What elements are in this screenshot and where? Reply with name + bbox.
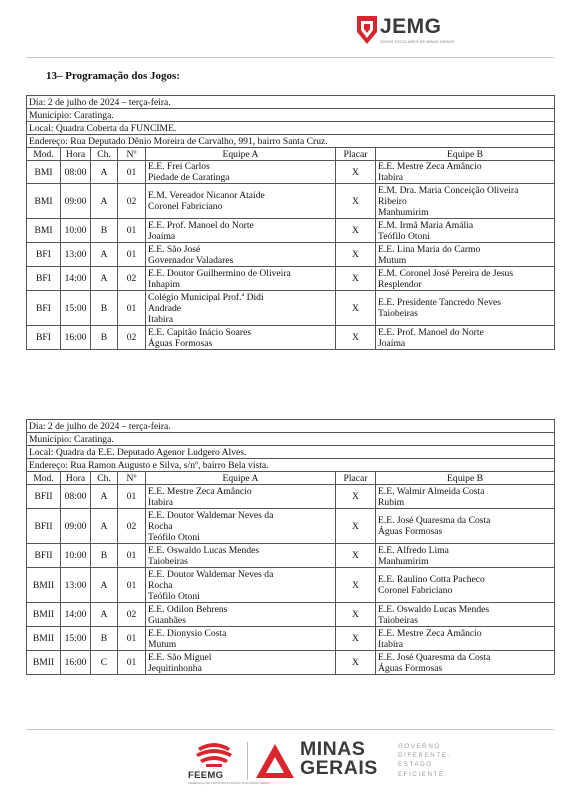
game-score: X	[336, 184, 376, 219]
col-header-mod: Mod.	[27, 472, 61, 485]
game-mod: BMI	[27, 219, 61, 243]
game-score: X	[336, 509, 376, 544]
game-number: 02	[118, 603, 146, 627]
col-header-hora: Hora	[61, 472, 91, 485]
game-number: 01	[118, 161, 146, 184]
game-team-a: E.E. Prof. Manoel do Norte Joaíma	[146, 219, 336, 243]
game-score: X	[336, 544, 376, 568]
game-time: 15:00	[61, 291, 91, 326]
block-municipality: Município: Caratinga.	[27, 109, 555, 122]
game-score: X	[336, 161, 376, 184]
jemg-logo-text: JEMG	[380, 15, 442, 38]
col-header-equipe-b: Equipe B	[376, 472, 555, 485]
game-row	[27, 509, 555, 544]
game-team-b: E.E. Mestre Zeca Amâncio Itabira	[376, 627, 555, 651]
game-bracket: C	[91, 651, 118, 675]
game-team-a: E.E. São José Governador Valadares	[146, 243, 336, 267]
game-mod: BMI	[27, 161, 61, 184]
game-team-b: E.E. Mestre Zeca Amâncio Itabira	[376, 161, 555, 184]
game-team-a: E.E. Mestre Zeca Amâncio Itabira	[146, 485, 336, 509]
game-team-b: E.E. José Quaresma da Costa Águas Formosas	[376, 651, 555, 675]
game-team-a: E.E. Odilon Behrens Guanhães	[146, 603, 336, 627]
game-mod: BMII	[27, 627, 61, 651]
games-table-2	[26, 419, 555, 675]
game-mod: BFII	[27, 544, 61, 568]
feemg-subtitle: FEDERAÇÃO DE ESPORTES ESTUDANTIS DE MINAS GERAIS	[188, 781, 271, 785]
game-score: X	[336, 291, 376, 326]
game-time: 15:00	[61, 627, 91, 651]
col-header-placar: Placar	[336, 148, 376, 161]
game-team-b: E.M. Coronel José Pereira de Jesus Resplendor	[376, 267, 555, 291]
game-number: 01	[118, 627, 146, 651]
minas-gerais-wordmark	[300, 740, 378, 778]
game-mod: BFI	[27, 326, 61, 350]
game-time: 13:00	[61, 243, 91, 267]
game-row	[27, 184, 555, 219]
minas-text: MINAS	[300, 738, 366, 760]
game-bracket: B	[91, 291, 118, 326]
game-team-a: E.E. Capitão Inácio Soares Águas Formosas	[146, 326, 336, 350]
game-score: X	[336, 326, 376, 350]
game-bracket: A	[91, 161, 118, 184]
game-score: X	[336, 651, 376, 675]
col-header-hora: Hora	[61, 148, 91, 161]
game-bracket: A	[91, 509, 118, 544]
game-team-b: E.E. Walmir Almeida Costa Rubim	[376, 485, 555, 509]
col-header-num: Nº	[118, 148, 146, 161]
block-address: Endereço: Rua Deputado Dênio Moreira de Carvalho, 991, bairro Santa Cruz.	[27, 135, 555, 148]
game-team-a: E.E. Doutor Guilhermino de Oliveira Inhapim	[146, 267, 336, 291]
games-table-1	[26, 95, 555, 350]
game-mod: BFI	[27, 243, 61, 267]
game-mod: BFI	[27, 291, 61, 326]
game-number: 01	[118, 291, 146, 326]
game-row	[27, 651, 555, 675]
game-mod: BMII	[27, 603, 61, 627]
minas-gerais-triangle-icon	[255, 743, 295, 779]
table-header-row	[27, 148, 555, 161]
game-team-b: E.E. Prof. Manoel do Norte Joaíma	[376, 326, 555, 350]
game-time: 14:00	[61, 603, 91, 627]
gerais-text: GERAIS	[300, 757, 378, 779]
game-team-b: E.E. Alfredo Lima Manhumirim	[376, 544, 555, 568]
game-mod: BMII	[27, 568, 61, 603]
game-time: 16:00	[61, 326, 91, 350]
game-row	[27, 326, 555, 350]
game-bracket: A	[91, 485, 118, 509]
game-team-b: E.E. Presidente Tancredo Neves Taiobeiras	[376, 291, 555, 326]
jemg-logo	[356, 15, 455, 49]
game-time: 09:00	[61, 184, 91, 219]
block-venue: Local: Quadra da E.E. Deputado Agenor Ludgero Alves.	[27, 446, 555, 459]
game-score: X	[336, 219, 376, 243]
game-team-b: E.E. Oswaldo Lucas Mendes Taiobeiras	[376, 603, 555, 627]
game-score: X	[336, 568, 376, 603]
game-bracket: B	[91, 326, 118, 350]
game-bracket: A	[91, 243, 118, 267]
col-header-placar: Placar	[336, 472, 376, 485]
feemg-text: FEEMG	[188, 770, 224, 781]
game-bracket: B	[91, 627, 118, 651]
game-time: 16:00	[61, 651, 91, 675]
slogan-line: ESTADO	[398, 761, 433, 769]
game-row	[27, 627, 555, 651]
game-time: 13:00	[61, 568, 91, 603]
col-header-num: Nº	[118, 472, 146, 485]
game-row	[27, 161, 555, 184]
col-header-ch: Ch.	[91, 472, 118, 485]
footer-rule	[26, 729, 554, 730]
game-bracket: A	[91, 568, 118, 603]
feemg-logo	[186, 740, 271, 786]
game-team-b: E.E. José Quaresma da Costa Águas Formosas	[376, 509, 555, 544]
block-date: Dia: 2 de julho de 2024 – terça-feira.	[27, 420, 555, 433]
game-bracket: B	[91, 544, 118, 568]
game-time: 08:00	[61, 161, 91, 184]
game-number: 01	[118, 568, 146, 603]
game-team-b: E.E. Raulino Cotta Pacheco Coronel Fabriciano	[376, 568, 555, 603]
game-row	[27, 243, 555, 267]
game-row	[27, 568, 555, 603]
game-time: 10:00	[61, 544, 91, 568]
col-header-ch: Ch.	[91, 148, 118, 161]
game-row	[27, 291, 555, 326]
game-team-a: E.E. São Miguel Jequitinhonha	[146, 651, 336, 675]
game-time: 08:00	[61, 485, 91, 509]
game-number: 01	[118, 219, 146, 243]
game-time: 14:00	[61, 267, 91, 291]
game-score: X	[336, 267, 376, 291]
game-row	[27, 267, 555, 291]
game-team-b: E.E. Lina Maria do Carmo Mutum	[376, 243, 555, 267]
game-number: 02	[118, 509, 146, 544]
game-team-a: E.E. Oswaldo Lucas Mendes Taiobeiras	[146, 544, 336, 568]
slogan-line: GOVERNO	[398, 743, 441, 750]
feemg-emblem-icon	[192, 740, 236, 768]
block-address: Endereço: Rua Ramon Augusto e Silva, s/nº, bairro Bela vista.	[27, 459, 555, 472]
game-team-b: E.M. Dra. Maria Conceição Oliveira Ribeiro Manhumirim	[376, 184, 555, 219]
jemg-shield-icon	[356, 15, 378, 45]
col-header-mod: Mod.	[27, 148, 61, 161]
game-mod: BMI	[27, 184, 61, 219]
game-number: 01	[118, 485, 146, 509]
game-team-a: E.E. Dionysio Costa Mutum	[146, 627, 336, 651]
game-bracket: B	[91, 219, 118, 243]
game-team-b: E.M. Irmã Maria Amália Teófilo Otoni	[376, 219, 555, 243]
game-number: 02	[118, 267, 146, 291]
game-mod: BFII	[27, 509, 61, 544]
game-number: 01	[118, 243, 146, 267]
section-title: 13– Programação dos Jogos:	[46, 70, 180, 82]
game-mod: BFII	[27, 485, 61, 509]
block-venue: Local: Quadra Coberta da FUNCIME.	[27, 122, 555, 135]
game-team-a: E.E. Doutor Waldemar Neves da Rocha Teófilo Otoni	[146, 568, 336, 603]
block-municipality: Município: Caratinga.	[27, 433, 555, 446]
game-score: X	[336, 485, 376, 509]
game-bracket: A	[91, 603, 118, 627]
col-header-equipe-a: Equipe A	[146, 148, 336, 161]
game-time: 10:00	[61, 219, 91, 243]
col-header-equipe-a: Equipe A	[146, 472, 336, 485]
game-row	[27, 485, 555, 509]
slogan-line: EFICIENTE.	[398, 770, 449, 778]
game-team-a: E.E. Frei Carlos Piedade de Caratinga	[146, 161, 336, 184]
game-team-a: E.E. Doutor Waldemar Neves da Rocha Teófilo Otoni	[146, 509, 336, 544]
game-number: 01	[118, 544, 146, 568]
table-header-row	[27, 472, 555, 485]
government-slogan	[398, 742, 451, 779]
game-bracket: A	[91, 184, 118, 219]
game-number: 02	[118, 326, 146, 350]
game-team-a: E.M. Vereador Nicanor Ataíde Coronel Fabriciano	[146, 184, 336, 219]
footer-divider	[247, 742, 248, 780]
game-score: X	[336, 627, 376, 651]
slogan-line: DIFERENTE.	[398, 752, 451, 760]
header-rule	[26, 57, 554, 58]
game-team-a: Colégio Municipal Prof.ª Didi Andrade Itabira	[146, 291, 336, 326]
jemg-logo-subtitle: JOGOS ESCOLARES DE MINAS GERAIS	[380, 40, 455, 44]
game-score: X	[336, 243, 376, 267]
game-row	[27, 603, 555, 627]
game-mod: BMII	[27, 651, 61, 675]
col-header-equipe-b: Equipe B	[376, 148, 555, 161]
game-number: 02	[118, 184, 146, 219]
game-score: X	[336, 603, 376, 627]
game-row	[27, 219, 555, 243]
game-row	[27, 544, 555, 568]
block-date: Dia: 2 de julho de 2024 – terça-feira.	[27, 96, 555, 109]
game-number: 01	[118, 651, 146, 675]
game-time: 09:00	[61, 509, 91, 544]
game-mod: BFI	[27, 267, 61, 291]
game-bracket: A	[91, 267, 118, 291]
